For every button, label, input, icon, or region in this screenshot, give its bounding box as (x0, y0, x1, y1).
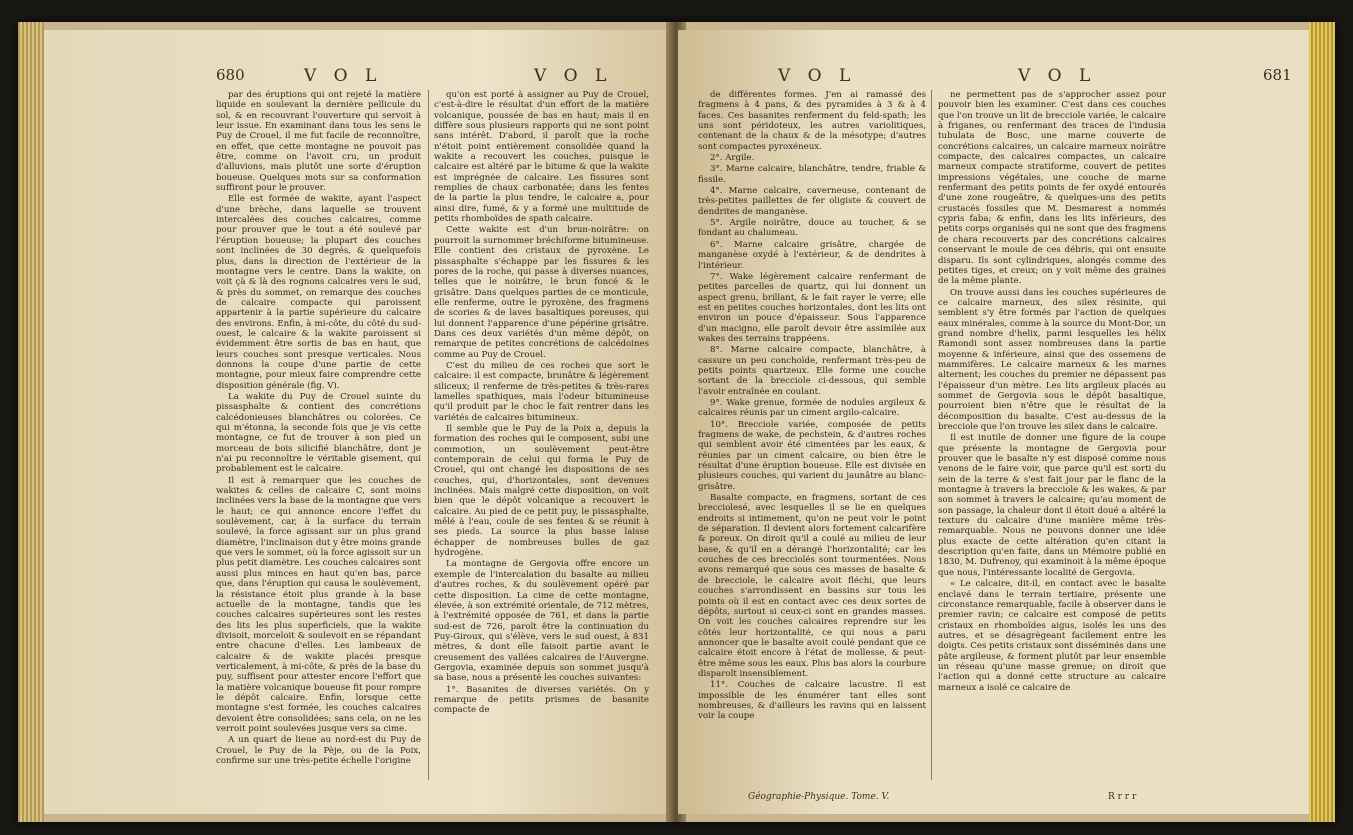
paragraph: 11°. Couches de calcaire lacustre. Il est impossible de les énumérer tant elles sont nombreuses, & d'ailleurs les ravins qui en laissent voir la coupe (698, 680, 926, 722)
paragraph: 6°. Marne calcaire grisâtre, chargée de manganèse oxydé à l'extérieur, & de dendrites à l'intérieur. (698, 239, 926, 271)
running-head-left: V O L (304, 66, 383, 86)
paragraph: 9°. Wake grenue, formée de nodules argileux & calcaires réunis par un ciment argilo-calcaire. (698, 397, 926, 419)
paragraph: 8°. Marne calcaire compacte, blanchâtre, à cassure un peu conchoïde, renfermant très-peu de petits points quartzeux. Elle forme une couche sortant de la brecciole ci-dessous, qui semble l'avoir entraînée en coulant. (698, 345, 926, 397)
paragraph: La wakite du Puy de Crouel suinte du pissasphalte & contient des concrétions calcédonieuses blanchâtres ou colorées. Ce qui m'étonna, la seconde fois que je vis cette montagne, ce fut de trouver à son pied un morceau de bois silicifié blanchâtre, dont je n'ai pu reconnoître le véritable gisement, qui probablement est le calcaire. (216, 391, 421, 475)
right-column-2 (938, 90, 1166, 790)
left-page-edges (18, 22, 44, 822)
paragraph: par des éruptions qui ont rejeté la matière liquide en soulevant la dernière pellicule du sol, & en recouvrant l'ouverture qui servoit à leur issue. En examinant dans tous les sens le Puy de Crouel, il me fut facile de reconnoître, en effet, que cette montagne ne pouvoit pas être, comme on l'avoit cru, un produit d'alluvions, mais plutôt une sorte d'éruption boueuse. Quelques mots sur sa conformation suffiront pour le prouver. (216, 90, 421, 194)
paragraph: On trouve aussi dans les couches supérieures de ce calcaire marneux, des silex résinite, qui semblent s'y être formés par l'action de quelques eaux minérales, comme à la source du Mont-Dor, un grand nombre d'helix, parmi lesquelles les hélix Ramondi sont assez nombreuses dans la partie moyenne & inférieure, ainsi que des ossemens de mammifères. Le calcaire marneux & les marnes alternent; les couches du premier ne dépassent pas l'épaisseur d'un mètre. Les lits argileux placés au sommet de Gergovia sous le dépôt basaltique, pourroient bien n'être que le résultat de la décomposition du basalte. C'est au-dessus de la brecciole que l'on trouve les silex dans le calcaire. (938, 287, 1166, 432)
running-head-right: V O L (778, 66, 857, 86)
left-column-1 (216, 90, 421, 790)
page-number-right: 681 (1263, 66, 1292, 84)
left-column-2 (434, 90, 649, 790)
running-head-right-2: V O L (1018, 66, 1097, 86)
page-footer: Géographie-Physique. Tome. V. (748, 792, 890, 802)
paragraph: ne permettent pas de s'approcher assez pour pouvoir bien les examiner. C'est dans ces couches que l'on trouve un lit de brecciole variée, le calcaire à friganes, ou renfermant des traces de l'indusia tubulata de Bosc, une marne couverte de concrétions calcaires, un calcaire marneux noirâtre compacte, des calcaires compactes, un calcaire marneux compacte stratiforme, couvert de petites impressions végétales, une couche de marne renfermant des petits points de fer oxydé entourés d'une zone rougeâtre, & quelques-uns des petits crustacés fossiles que M. Desmarest a nommés cypris faba; & enfin, dans les lits inférieurs, des petits corps organisés qui ne sont que des fragmens de chara recouverts par des concrétions calcaires conservant le moule de ces débris, qui ont ensuite disparu. Ils sont cylindriques, alongés comme des petites tiges, et creux; on y voit même des graines de la même plante. (938, 90, 1166, 287)
paragraph: 5°. Argile noirâtre, douce au toucher, & se fondant au chalumeau. (698, 218, 926, 239)
page-number-left: 680 (216, 66, 245, 84)
right-page (678, 30, 1309, 814)
right-column-1 (698, 90, 926, 790)
paragraph: de différentes formes. J'en ai ramassé des fragmens à 4 pans, & des pyramides à 3 & à 4 faces. Ces basanites renferment du feld-spath; les uns sont péridoteux, les autres variolitiques, contenant de la chaux & de la mésotype; d'autres sont compactes pyroxéneux. (698, 90, 926, 152)
paragraph: « Le calcaire, dit-il, en contact avec le basalte enclavé dans le terrain tertiaire, présente une circonstance remarquable, facile à observer dans le premier ravin; ce calcaire est composé de petits cristaux en rhomboïdes aigus, isolés les uns des autres, et se désagrègeant facilement entre les doigts. Ces petits cristaux sont disséminés dans une pâte argileuse, & forment plutôt par leur ensemble un réseau qu'une masse grenue; on diroit que l'action qui a donné cette structure au calcaire marneux a isolé ce calcaire de (938, 579, 1166, 693)
paragraph: qu'on est porté à assigner au Puy de Crouel, c'est-à-dire le résultat d'un effort de la matière volcanique, poussée de bas en haut; mais il en diffère sous plusieurs rapports qui ne sont point sans intérêt. D'abord, il paroît que la roche n'étoit point entièrement consolidée quand la wakite a recouvert les couches, puisque le calcaire est altéré par le bitume & que la wakite est imprégnée de calcaire. Les fissures sont remplies de chaux carbonatée; dans les fentes de la partie la plus tendre, le calcaire a, pour ainsi dire, fumé, & y a formé une multitude de petits rhomboïdes de spath calcaire. (434, 90, 649, 225)
column-rule (931, 90, 932, 780)
paragraph: 10°. Brecciole variée, composée de petits fragmens de wake, de pechstein, & d'autres roches qui semblent avoir été cimentées par les eaux, & réunies par un ciment calcaire, ou bien être le résultat d'une éruption boueuse. Elle est divisée en plusieurs couches, qui varient du jaunâtre au blanc-grisâtre. (698, 419, 926, 492)
running-head-left-2: V O L (534, 66, 613, 86)
paragraph: La montagne de Gergovia offre encore un exemple de l'intercalation du basalte au milieu d'autres roches, & du soulèvement opéré par cette disposition. La cime de cette montagne, élevée, à son extrémité orientale, de 712 mètres, à l'extrémité opposée de 761, et dans la partie sud-est de 726, paroît être la continuation du Puy-Giroux, qui s'élève, vers le sud ouest, à 831 mètres, & dont elle faisoit partie avant le creusement des vallées calcaires de l'Auvergne. Gergovia, examinée depuis son sommet jusqu'à sa base, nous a présenté les couches suivantes: (434, 559, 649, 684)
left-page (44, 30, 674, 814)
column-rule (428, 90, 429, 780)
paragraph: Il est inutile de donner une figure de la coupe que présente la montagne de Gergovia pour prouver que le basalte n'y est disposé comme nous venons de le faire voir, que parce qu'il est sorti du sein de la terre & s'est fait jour par le flanc de la montagne à travers la brecciole & les wakes, & par son sommet à travers le calcaire; qu'au moment de son passage, la chaleur dont il étoit doué a altéré la texture du calcaire d'une manière même très-remarquable. Nous ne pouvons donner une idée plus exacte de cette altération qu'en citant la description qu'en faite, dans un Mémoire publié en 1830, M. Dufrenoy, qui examinoit à la même époque que nous, l'intéressante localité de Gergovia. (938, 433, 1166, 578)
paragraph: Basalte compacte, en fragmens, sortant de ces brecciolesé, avec lesquelles il se lie en quelques endroits si intimement, qu'on ne peut voir le point de séparation. Il devient alors fortement calcarifère & poreux. On diroit qu'il a coulé au milieu de leur base, & qu'il en a dérangé l'horizontalité; car les couches de ces brecciolés sont tourmentées. Nous avons remarqué que sous ces masses de basalte & de brecciole, le calcaire avoit fléchi, que leurs couches s'arrondissent en bassins sur tous les points où il est en contact avec ces deux sortes de dépôts, surtout si ceux-ci sont en grandes masses. On voit les couches calcaires reprendre sur les côtés leur horizontalité, ce qui nous a paru annoncer que le basalte avoit coulé pendant que ce calcaire étoit encore à l'état de mollesse, & peut-être même sous les eaux. Plus bas alors la courbure disparoît insensiblement. (698, 493, 926, 679)
paragraph: C'est du milieu de ces roches que sort le calcaire: il est compacte, brunâtre & légèrement siliceux; il renferme de très-petites & très-rares lamelles spathiques, mais l'odeur bitumineuse qu'il produit par le choc le fait rentrer dans les variétés de calcaires bitumineux. (434, 360, 649, 423)
paragraph: Cette wakite est d'un brun-noirâtre: on pourroit la surnommer bréchiforme bitumineuse. Elle contient des cristaux de pyroxène. Le pissasphalte s'échappe par les fissures & les pores de la roche, qui passe à diverses nuances, telles que le noirâtre, le brun foncé & le grisâtre. Dans quelques parties de ce monticule, elle renferme, outre le pyroxène, des fragmens de scories & de laves basaltiques poreuses, qui lui donnent l'apparence d'une pépérine grisâtre. Dans ces deux variétés d'un même dépôt, on remarque de petites concrétions de calcédoines comme au Puy de Crouel. (434, 225, 649, 360)
signature-mark: R r r r (1108, 792, 1137, 802)
paragraph: Il est à remarquer que les couches de wakites & celles de calcaire C, sont moins inclinées vers la base de la montagne que vers le haut; ce qui annonce encore l'effet du soulèvement, car, à la surface du terrain soulevé, la force agissant sur un plus grand diamètre, l'inclinaison dut y être moins grande que vers le sommet, où la force agissoit sur un plus petit diamètre. Les couches calcaires sont aussi plus minces en haut qu'en bas, parce que, dans l'éruption qui causa le soulèvement, la résistance étoit plus grande à la base actuelle de la montagne, tandis que les couches calcaires supérieures sont les restes des lits les plus superficiels, que la wakite divisoit, morceloit & soulevoit en se répandant entre chacune d'elles. Les lambeaux de calcaire & de wakite placés presque verticalement, à mi-côte, & près de la base du puy, suffisent pour attester encore l'effort que la matière volcanique boueuse fit pour rompre le dépôt calcaire. Enfin, lorsque cette montagne s'est formée, les couches calcaires devoient être consolidées; sans cela, on ne les verroit point soulevées jusque vers sa cime. (216, 475, 421, 734)
paragraph: 7°. Wake légèrement calcaire renfermant de petites parcelles de quartz, qui lui donnent un aspect grenu, brillant, & le fait rayer le verre; elle est en petites couches horizontales, dont les lits ont environ un pouce d'épaisseur. Sous l'apparence d'un macigno, elle paroît devoir être assimilée aux wakes des terrains trappéens. (698, 271, 926, 344)
paragraph: 2°. Argile. (710, 153, 755, 164)
right-page-edges (1309, 22, 1335, 822)
paragraph: A un quart de lieue au nord-est du Puy de Crouel, le Puy de la Pèje, ou de la Poix, confirme sur une très-petite échelle l'origine (216, 735, 421, 766)
paragraph: Elle est formée de wakite, ayant l'aspect d'une brèche, dans laquelle se trouvent intercalées des couches calcaires, comme pour prouver que le tout a été soulevé par l'éruption boueuse; la plupart des couches sont inclinées de 30 degrés, & quelquefois plus, dans la direction de l'extérieur de la montagne vers le centre. Dans la wakite, on voit çà & là des rognons calcaires vers le sud, & près du sommet, on remarque des couches de calcaire compacte qui paroissent appartenir à la partie supérieure du calcaire des environs. Enfin, à mi-côte, du côté du sud-ouest, le calcaire & la wakite paroissent si évidemment être sortis de bas en haut, que leurs couches sont presque verticales. Nous donnons la coupe d'une partie de cette montagne, pour mieux faire comprendre cette disposition générale (fig. V). (216, 194, 421, 391)
paragraph: 3°. Marne calcaire, blanchâtre, tendre, friable & fissile. (698, 164, 926, 185)
paragraph: 1°. Basanites de diverses variétés. On y remarque de petits prismes de basanite compacte de (434, 684, 649, 716)
paragraph: 4°. Marne calcaire, caverneuse, contenant de très-petites paillettes de fer oligiste & couvert de dendrites de manganèse. (698, 186, 926, 217)
paragraph: Il semble que le Puy de la Poix a, depuis la formation des roches qui le composent, subi une commotion, un soulèvement peut-être contemporain de celui qui forma le Puy de Crouel, qui ont changé les dispositions de ses couches, qui, d'horizontales, sont devenues inclinées. Mais malgré cette disposition, on voit bien que le dépôt volcanique a recouvert le calcaire. Au pied de ce petit puy, le pissasphalte, mêlé à l'eau, coule de ses fentes & se réunit à ses pieds. La source la plus basse laisse échapper de nombreuses bulles de gaz hydrogène. (434, 424, 649, 559)
open-book (18, 22, 1335, 822)
